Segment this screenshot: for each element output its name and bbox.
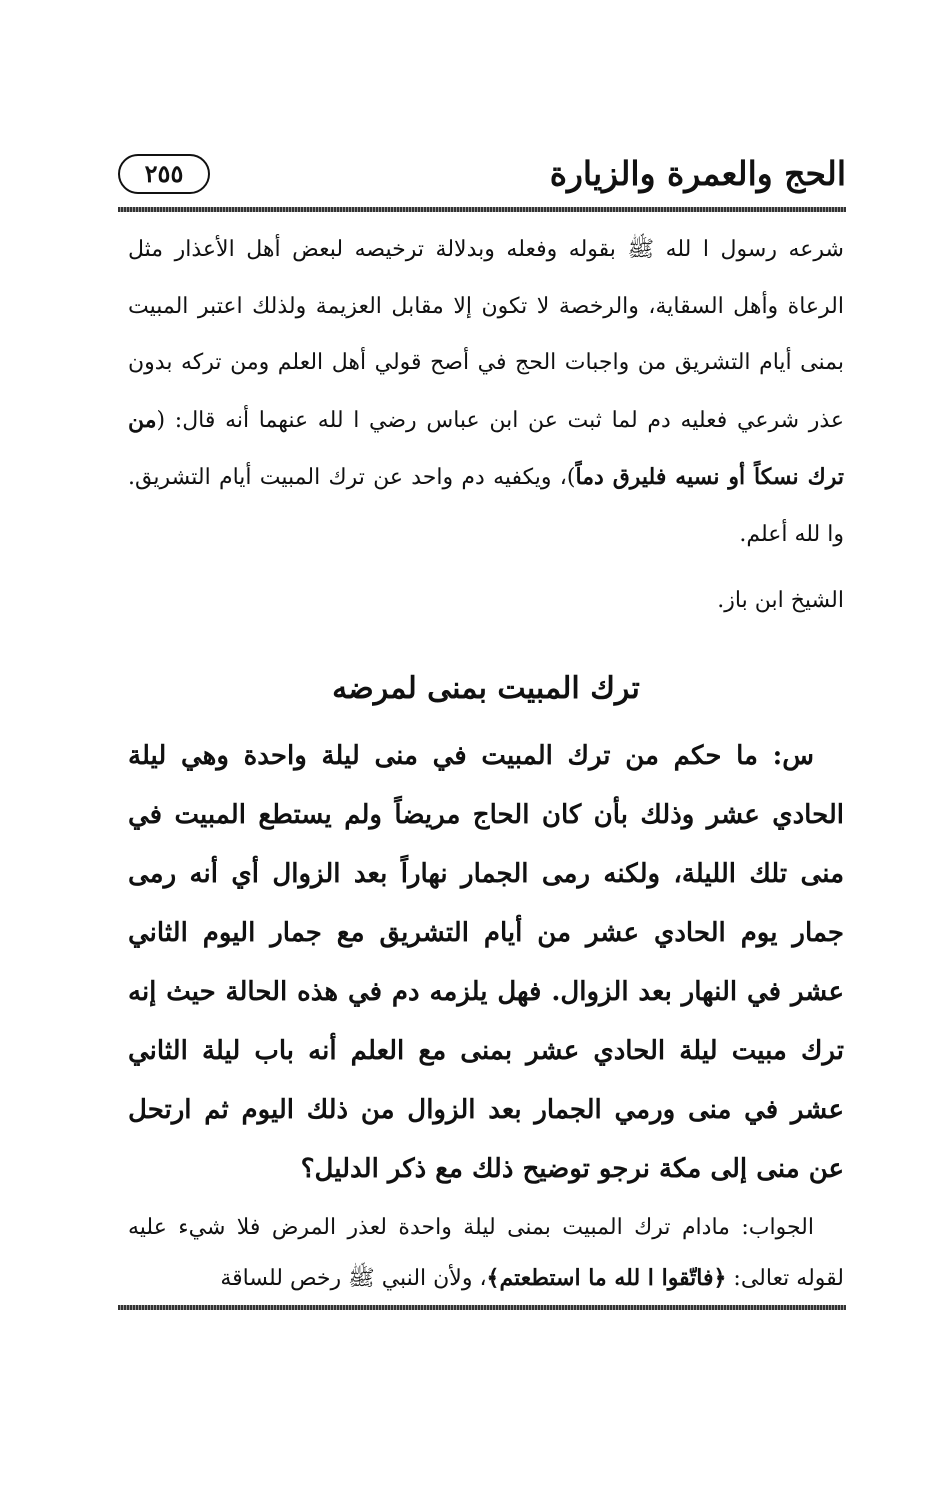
paragraph-text: شرعه رسول ا لله ﷺ بقوله وفعله وبدلالة ترخيصه لبعض أهل الأعذار مثل الرعاة وأهل السقاية، والرخصة لا تكون إلا مقابل العزيمة ولذلك اعتبر المبيت بمنى أيام التشريق من واجبات الحج في أصح قولي أهل العلم ومن تركه بدون عذر شرعي فعليه دم لما ثبت عن ابن عباس رضي ا لله عنهما أنه قال: ( [128, 237, 844, 433]
section-heading: ترك المبيت بمنى لمرضه [332, 671, 640, 706]
attribution: الشيخ ابن باز. [717, 588, 844, 613]
quran-quote: ﴿فاتّقوا ا لله ما استطعتم﴾ [486, 1265, 727, 1291]
question-paragraph: س: ما حكم من ترك المبيت في منى ليلة واحدة وهي ليلة الحادي عشر وذلك بأن كان الحاج مريضاً ولم يستطع المبيت في منى تلك الليلة، ولكنه رمى الجمار نهاراً بعد الزوال أي أنه رمى جمار يوم الحادي عشر من أيام التشريق مع جمار اليوم الثاني عشر في النهار بعد الزوال. فهل يلزمه دم في هذه الحالة حيث إنه ترك مبيت ليلة الحادي عشر بمنى مع العلم أنه باب ليلة الثاني عشر في منى ورمي الجمار بعد الزوال من ذلك اليوم ثم ارتحل عن منى إلى مكة نرجو توضيح ذلك مع ذكر الدليل؟ [128, 741, 844, 1184]
page-header [118, 148, 846, 208]
header-rule [118, 207, 846, 212]
hadith-quote: من ترك نسكاً أو نسيه فليرق دماً [128, 406, 844, 490]
paragraph-text-end: )، ويكفيه دم واحد عن ترك المبيت أيام التشريق. وا لله أعلم. [128, 465, 844, 547]
answer-text: الجواب: مادام ترك المبيت بمنى ليلة واحدة لعذر المرض فلا شيء عليه لقوله تعالى: [128, 1215, 844, 1291]
answer-text-end: ، ولأن النبي ﷺ رخص للساقة [220, 1266, 487, 1291]
page-body [128, 222, 844, 1304]
footer-rule [118, 1305, 846, 1310]
opening-paragraph [128, 222, 844, 563]
page-number: ٢٥٥ [118, 154, 210, 194]
answer-paragraph [128, 1203, 844, 1304]
running-title: الحج والعمرة والزيارة [549, 154, 846, 193]
